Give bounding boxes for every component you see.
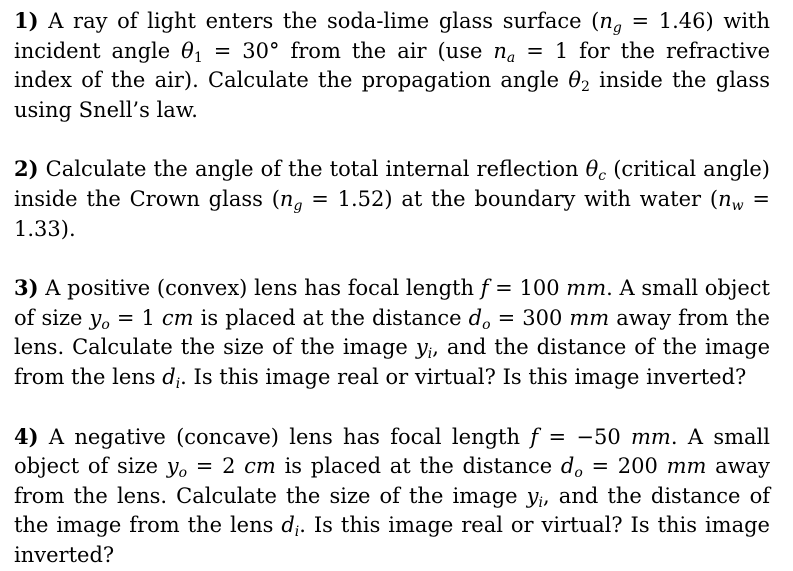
- unit-cm: cm: [244, 454, 276, 479]
- problem-text: A positive (convex) lens has focal length: [45, 276, 481, 301]
- symbol-y-i: $y_i$: [415, 335, 433, 363]
- problem-text: = 1 for the refractive index of the air). Calculate the propagation angle: [14, 38, 770, 93]
- problem-2: [14, 154, 770, 244]
- problem-text: (critical angle) inside the Crown glass (: [14, 157, 771, 211]
- problem-1: [14, 6, 770, 125]
- problem-text: A negative (concave) lens has focal length: [48, 424, 531, 449]
- unit-cm: cm: [161, 305, 194, 330]
- problem-text: away from the lens. Calculate the size of the image: [14, 454, 770, 508]
- problem-text: = 300: [490, 305, 570, 330]
- problem-number: 1): [14, 8, 39, 33]
- problem-text: A ray of light enters the soda-lime glass surface (: [48, 9, 600, 33]
- symbol-y-i: $y_i$: [526, 483, 544, 511]
- problem-number: 3): [14, 275, 39, 301]
- problem-sheet: [14, 6, 770, 571]
- symbol-theta-c: $\theta_c$: [585, 157, 607, 185]
- problem-text: inside the glass using Snell’s law.: [14, 68, 770, 122]
- symbol-f: f: [480, 276, 489, 301]
- problem-text: . A small object of size: [14, 424, 770, 479]
- unit-mm: mm: [566, 276, 607, 301]
- symbol-d-o: $d_o$: [468, 305, 491, 333]
- symbol-d-i: $d_i$: [281, 513, 300, 541]
- problem-text: = 1.52) at the boundary with water (: [302, 186, 719, 211]
- symbol-y-o: $y_o$: [166, 454, 188, 482]
- symbol-n-w: $n_w$: [718, 186, 744, 214]
- symbol-y-o: $y_o$: [89, 305, 110, 333]
- symbol-theta-1: $\theta_1$: [181, 38, 203, 66]
- problem-text: away from the lens. Calculate the size of the image: [14, 305, 770, 360]
- problem-text: . Is this image real or virtual? Is this image inverted?: [14, 513, 770, 567]
- problem-text: = 1.46) with incident angle: [14, 9, 771, 63]
- problem-text: is placed at the distance: [275, 454, 561, 479]
- problem-text: = −50: [538, 424, 632, 449]
- problem-text: , and the distance of the image from the lens: [14, 335, 771, 389]
- symbol-f: f: [530, 424, 539, 449]
- symbol-theta-2: $\theta_2$: [568, 68, 590, 96]
- problem-3: [14, 273, 770, 392]
- problem-number: 4): [14, 423, 39, 449]
- problem-text: = 1.33).: [14, 186, 770, 241]
- problem-text: Calculate the angle of the total internal reflection: [45, 157, 586, 182]
- problem-text: . Is this image real or virtual? Is this image inverted?: [180, 364, 747, 389]
- problem-text: = 2: [187, 454, 245, 479]
- symbol-n-g: $n_g$: [279, 186, 303, 214]
- symbol-n-a: $n_a$: [493, 38, 516, 66]
- problem-4: [14, 422, 770, 571]
- symbol-d-o: $d_o$: [560, 454, 583, 482]
- unit-mm: mm: [631, 424, 671, 449]
- problem-text: = 200: [582, 454, 667, 479]
- unit-mm: mm: [666, 454, 707, 479]
- problem-text: = 1: [109, 305, 162, 330]
- problem-text: = 100: [488, 276, 567, 301]
- unit-mm: mm: [569, 305, 610, 330]
- problem-text: = 30° from the air (use: [202, 38, 494, 63]
- symbol-n-g: $n_g$: [599, 9, 622, 36]
- problem-number: 2): [14, 156, 39, 182]
- problem-text: . A small object of size: [14, 276, 770, 330]
- symbol-d-i: $d_i$: [162, 364, 181, 392]
- problem-text: is placed at the distance: [193, 305, 469, 330]
- problem-text: , and the distance of the image from the lens: [14, 483, 771, 538]
